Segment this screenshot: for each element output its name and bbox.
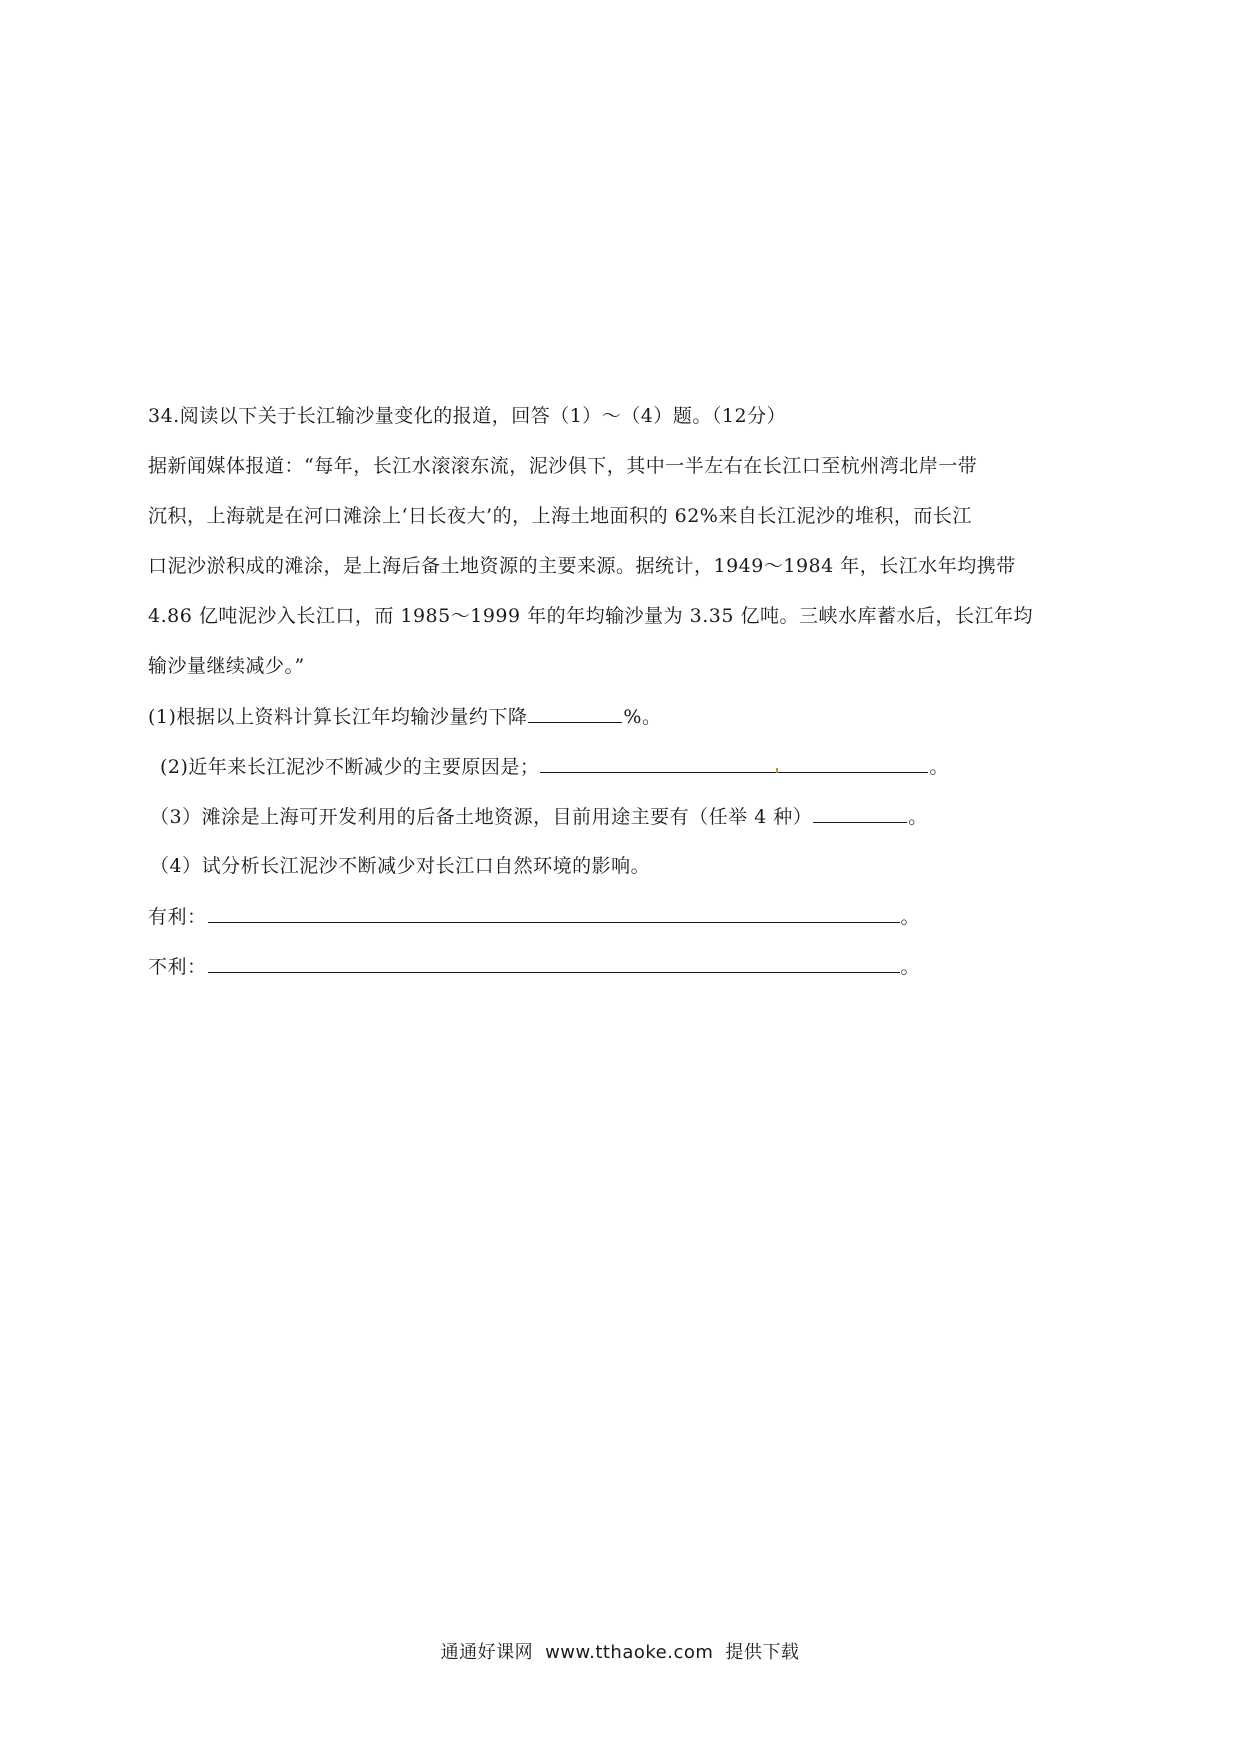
sub-question-1-text: (1)根据以上资料计算长江年均输沙量约下降	[148, 706, 528, 728]
answer-blank-2a[interactable]	[540, 754, 776, 773]
answer-blank-2b[interactable]	[778, 754, 928, 773]
answer-blank-1[interactable]	[528, 704, 622, 723]
question-heading: 34.阅读以下关于长江输沙量变化的报道，回答（1）～（4）题。（12分）	[148, 405, 787, 427]
favorable-row	[148, 904, 920, 929]
footer-site-name: 通通好课网	[440, 1642, 534, 1663]
favorable-suffix: 。	[900, 906, 921, 928]
passage-line-5: 输沙量继续减少。”	[148, 655, 305, 677]
footer-note: 提供下载	[725, 1642, 800, 1663]
passage-line-2: 沉积，上海就是在河口滩涂上‘日长夜大’的，上海土地面积的 62%来自长江泥沙的堆积，而长江	[148, 505, 972, 527]
passage-line-3: 口泥沙淤积成的滩涂，是上海后备土地资源的主要来源。据统计，1949～1984 年，长江水年均携带	[148, 555, 1016, 577]
unfavorable-label: 不利：	[148, 956, 207, 978]
sub-question-1	[148, 704, 661, 729]
passage-line-4: 4.86 亿吨泥沙入长江口，而 1985～1999 年的年均输沙量为 3.35 亿吨。三峡水库蓄水后，长江年均	[148, 605, 1034, 627]
page-footer	[0, 1638, 1240, 1664]
sub-question-2-text: (2)近年来长江泥沙不断减少的主要原因是；	[160, 756, 540, 778]
sub-question-2	[160, 754, 949, 779]
sub-question-3	[150, 804, 928, 829]
favorable-label: 有利：	[148, 906, 207, 928]
sub-question-4: （4）试分析长江泥沙不断减少对长江口自然环境的影响。	[150, 855, 651, 877]
unfavorable-suffix: 。	[900, 956, 921, 978]
favorable-answer-blank[interactable]	[208, 904, 900, 923]
sub-question-3-text: （3）滩涂是上海可开发利用的后备土地资源，目前用途主要有（任举 4 种）	[150, 806, 813, 828]
passage-line-1: 据新闻媒体报道：“每年，长江水滚滚东流，泥沙俱下，其中一半左右在长江口至杭州湾北岸一带	[148, 455, 978, 477]
sub-question-3-suffix: 。	[908, 806, 928, 828]
unfavorable-row	[148, 954, 920, 979]
footer-url[interactable]: www.tthaoke.com	[545, 1642, 714, 1663]
sub-question-1-suffix: %。	[623, 706, 662, 728]
unfavorable-answer-blank[interactable]	[208, 954, 900, 973]
sub-question-2-suffix: 。	[929, 756, 949, 778]
answer-blank-3[interactable]	[813, 804, 907, 823]
